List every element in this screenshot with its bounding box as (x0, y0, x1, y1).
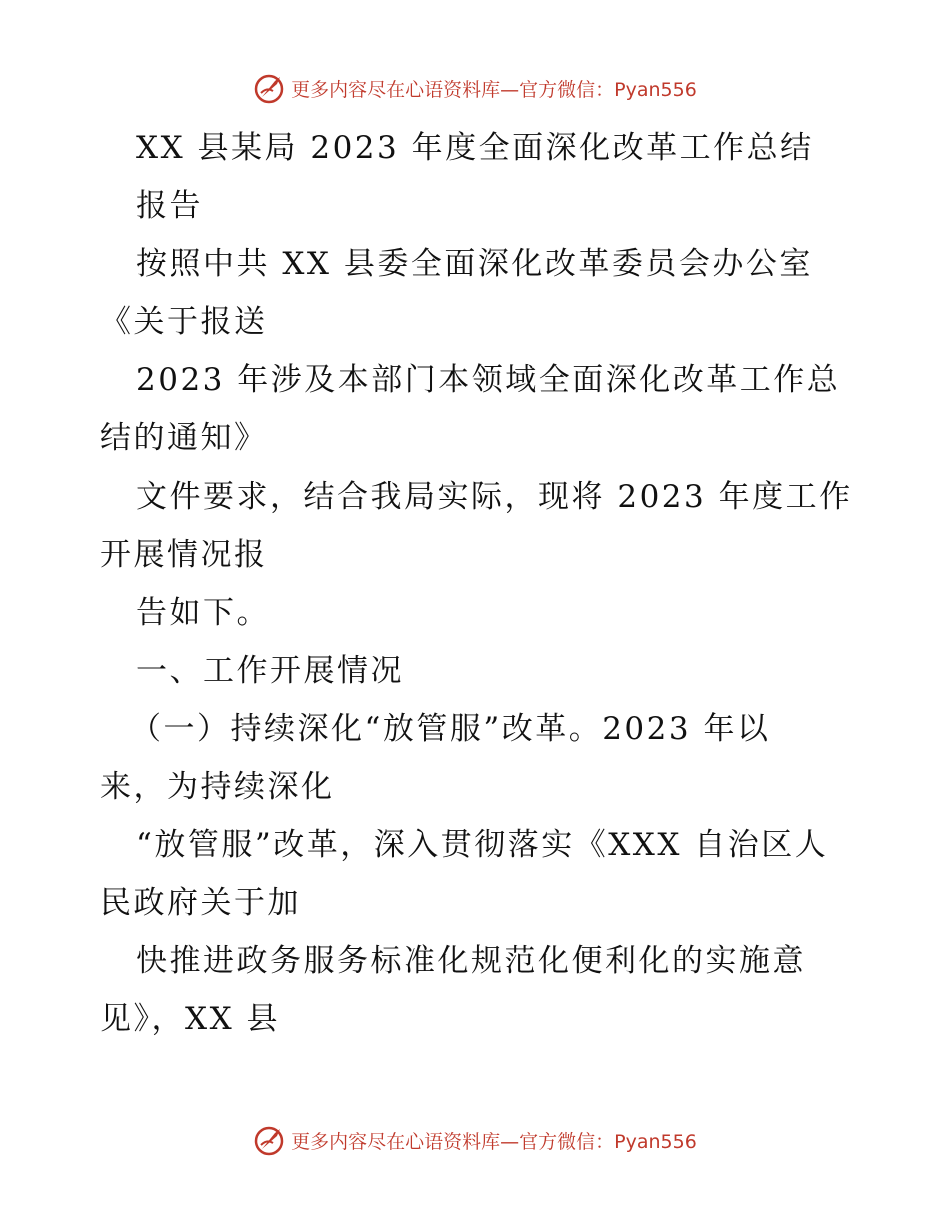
section-heading: 一、工作开展情况 (136, 653, 404, 689)
paragraph-line: 结的通知》 (100, 420, 268, 456)
watermark-text: 更多内容尽在心语资料库—官方微信：Pyan556 (291, 78, 697, 101)
quill-logo-icon (253, 1123, 287, 1157)
paragraph-line: 来，为持续深化 (100, 769, 335, 805)
paragraph-line: 文件要求，结合我局实际，现将 2023 年度工作 (136, 479, 853, 515)
paragraph-line: 告如下。 (136, 595, 270, 631)
paragraph-line: 开展情况报 (100, 537, 268, 573)
paragraph-line: 《关于报送 (100, 304, 268, 340)
watermark-text: 更多内容尽在心语资料库—官方微信：Pyan556 (291, 1130, 697, 1153)
paragraph-line: 快推进政务服务标准化规范化便利化的实施意 (136, 943, 806, 979)
paragraph-line: 2023 年涉及本部门本领域全面深化改革工作总 (136, 362, 841, 398)
footer-watermark (0, 1120, 950, 1160)
subsection-heading: （一）持续深化“放管服”改革。2023 年以 (130, 711, 771, 747)
doc-title-line-2: 报告 (136, 188, 203, 224)
paragraph-line: 按照中共 XX 县委全面深化改革委员会办公室 (136, 246, 813, 282)
paragraph-line: 见》，XX 县 (100, 1001, 280, 1037)
paragraph-line: “放管服”改革，深入贯彻落实《XXX 自治区人 (136, 827, 829, 863)
doc-title-line-1: XX 县某局 2023 年度全面深化改革工作总结 (136, 130, 814, 166)
paragraph-line: 民政府关于加 (100, 885, 301, 921)
